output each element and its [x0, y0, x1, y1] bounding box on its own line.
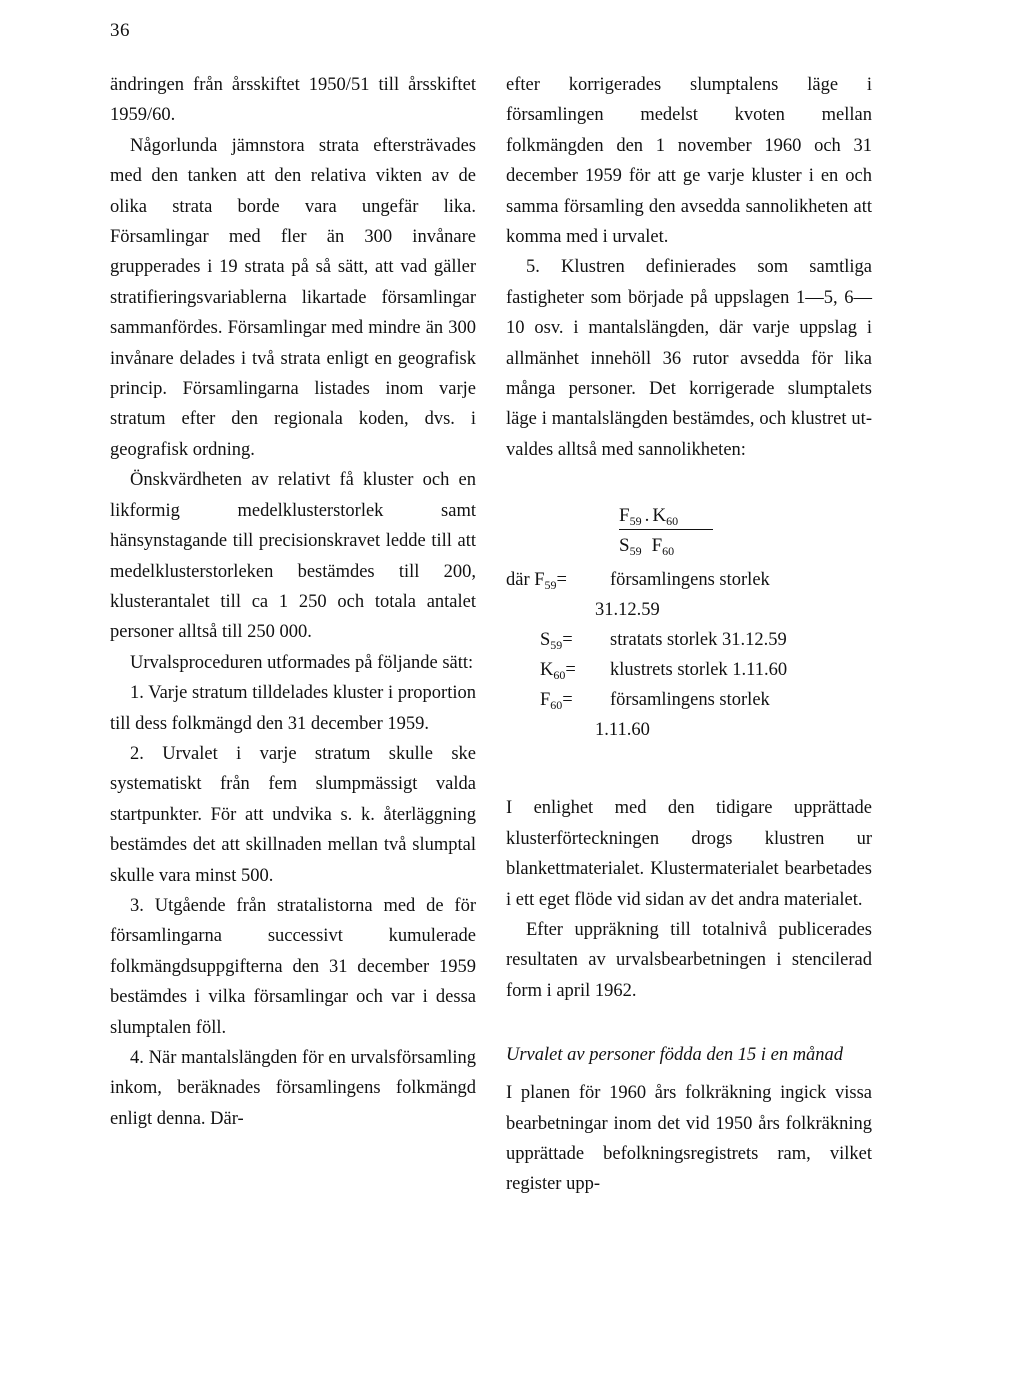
definition-row: 31.12.59 [595, 600, 660, 621]
denominator: $S_{59}$ $F_{60}$ [619, 535, 675, 559]
list-item: 3. Utgående från stratalistorna med de för församlingarna successivt kumulerade folkmängdsuppgifterna den 31 december 1959 bestämdes i vilka församlingar och var i dessa slumptalen föll. [110, 895, 476, 1038]
paragraph: I planen för 1960 års folkräkning ingick vissa bearbetningar inom det vid 1950 års folkräkning upprättade befolkningsregistrets ram, vilket register upp- [506, 1083, 872, 1195]
definition-row: $S_{59}=$ stratats storlek 31.12.59 [540, 630, 787, 653]
list-item: 4. När mantalslängden för en urvalsförsamling inkom, beräknades församlingens folkmängd enligt denna. Där- [110, 1048, 476, 1129]
right-column [506, 70, 872, 1200]
paragraph: Efter uppräkning till totalnivå publicerades resultaten av urvalsbearbetningen i stencilerad form i april 1962. [506, 919, 872, 1001]
definition-row: $F_{60}=$ församlingens storlek [540, 690, 770, 713]
formula-definitions [506, 565, 872, 745]
paragraph: Urvalsproceduren utformades på följande sätt: [130, 652, 474, 673]
fraction-bar [619, 529, 713, 530]
list-item: 2. Urvalet i varje stratum skulle ske systematiskt från fem slumpmässigt valda startpunkter. För att undvika s. k. återläggning bestämdes det att skillnaden mellan två slumptal skulle vara minst 500. [110, 743, 476, 886]
left-column [110, 70, 476, 1134]
probability-formula [506, 501, 872, 561]
page-number: 36 [110, 20, 130, 41]
definition-row: 1.11.60 [595, 720, 650, 741]
list-item: 5. Klustren definierades som samtliga fastigheter som började på uppslagen 1—5, 6—10 osv. i mantalslängden, där varje uppslag i allmänhet innehöll 36 rutor avsedda för lika många personer. Det korrigerade slumptalets läge i mantalslängden bestämdes, och klustret utvaldes alltså med sannolikheten: [506, 257, 872, 460]
fraction [619, 501, 678, 557]
section-heading: Urvalet av personer födda den 15 i en månad [506, 1045, 844, 1066]
definition-row: $K_{60}=$ klustrets storlek 1.11.60 [540, 660, 788, 683]
list-item: 1. Varje stratum tilldelades kluster i proportion till dess folkmängd den 31 december 1959. [110, 683, 476, 734]
paragraph: I enlighet med den tidigare upprättade klusterförteckningen drogs klustren ur blankettmaterialet. Klustermaterialet bearbetades i ett eget flöde vid sidan av det andra materialet. [506, 798, 872, 910]
paragraph: Önskvärdheten av relativt få kluster och en likformig medelklusterstorlek samt hänsynstagande till precisionskravet ledde till att medelklusterstorleken bestämdes till 200, klusterantalet till ca 1 250 och totala antalet personer alltså till 250 000. [110, 470, 476, 643]
paragraph: Någorlunda jämnstora strata eftersträvades med den tanken att den relativa vikten av de olika strata borde vara ungefär lika. Församlingar med fler än 300 invånare grupperades i 19 strata på så sätt, att vad gäller stratifieringsvariablerna likartade församlingar sammanfördes. Församlingar med mindre än 300 invånare delades i två strata enligt en geografisk princip. Församlingarna listades inom varje stratum efter den regionala koden, dvs. i geografisk ordning. [110, 135, 476, 460]
definition-row: där $F_{59}=$ församlingens storlek [506, 570, 770, 593]
paragraph: ändringen från årsskiftet 1950/51 till årsskiftet 1959/60. [110, 75, 476, 126]
numerator: $F_{59}$ . $K_{60}$ [619, 505, 679, 529]
paragraph: efter korrigerades slumptalens läge i församlingen medelst kvoten mellan folkmängden den 1 november 1960 och 31 december 1959 för att ge varje kluster i en och samma församling den avsedda sannolikheten att komma med i urvalet. [506, 75, 872, 248]
